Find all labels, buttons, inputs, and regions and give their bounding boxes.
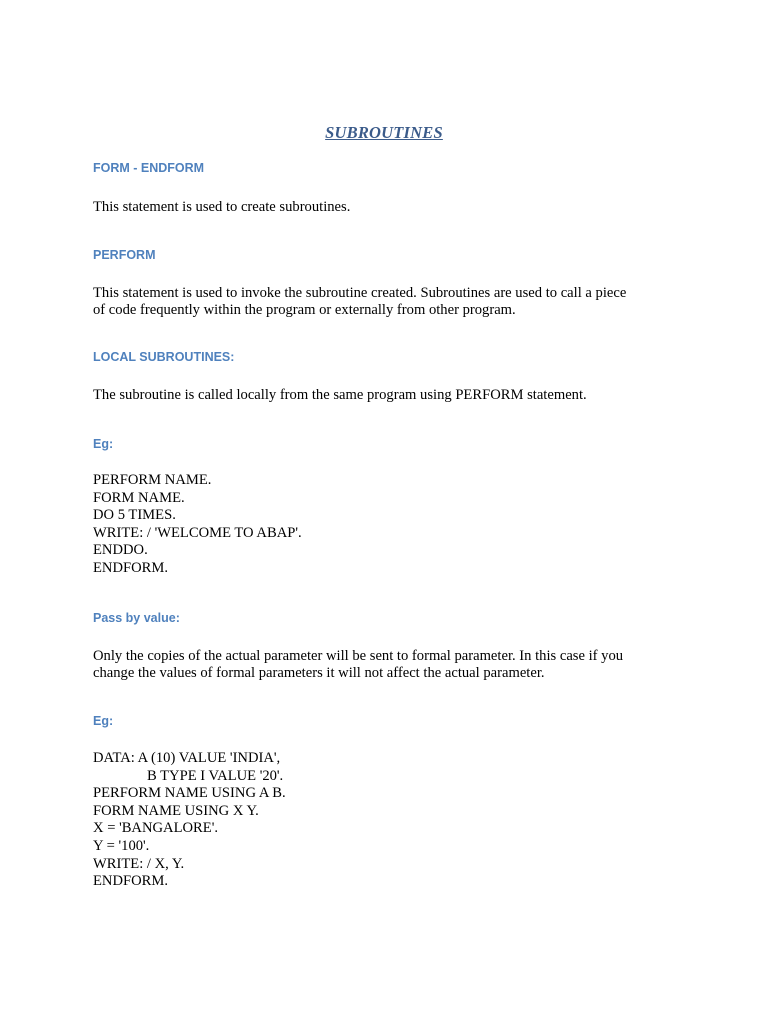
code-line: ENDFORM.	[93, 873, 169, 890]
code-line: Y = '100'.	[93, 837, 150, 854]
heading-example-2: Eg:	[93, 714, 114, 728]
pass-by-value-description-line-1: Only the copies of the actual parameter will be sent to formal parameter. In this case if you	[93, 648, 624, 664]
code-line: FORM NAME USING X Y.	[93, 802, 259, 819]
pass-by-value-description-line-2: change the values of formal parameters it will not affect the actual parameter.	[93, 665, 545, 681]
code-line: ENDFORM.	[93, 559, 169, 576]
code-line: PERFORM NAME.	[93, 472, 212, 488]
code-line: PERFORM NAME USING A B.	[93, 785, 286, 802]
code-example-1	[93, 472, 302, 578]
code-line: WRITE: / 'WELCOME TO ABAP'.	[93, 524, 302, 541]
code-line: DO 5 TIMES.	[93, 507, 176, 524]
code-line: DATA: A (10) VALUE 'INDIA',	[93, 750, 281, 766]
heading-form-endform: FORM - ENDFORM	[93, 161, 205, 175]
perform-description-line-2: of code frequently within the program or externally from other program.	[93, 302, 516, 318]
perform-description-line-1: This statement is used to invoke the subroutine created. Subroutines are used to call a piece	[93, 285, 627, 301]
heading-local-subroutines: LOCAL SUBROUTINES:	[93, 350, 235, 364]
heading-example-1: Eg:	[93, 437, 114, 451]
page-title: SUBROUTINES	[325, 123, 443, 142]
code-line: FORM NAME.	[93, 489, 185, 506]
code-line: ENDDO.	[93, 542, 148, 559]
code-line: X = 'BANGALORE'.	[93, 820, 218, 837]
form-endform-description: This statement is used to create subroutines.	[93, 199, 351, 215]
heading-pass-by-value: Pass by value:	[93, 611, 180, 625]
code-line: WRITE: / X, Y.	[93, 855, 185, 872]
local-subroutines-description: The subroutine is called locally from the same program using PERFORM statement.	[93, 387, 587, 403]
code-example-2	[93, 750, 286, 891]
heading-perform: PERFORM	[93, 248, 156, 262]
code-line: B TYPE I VALUE '20'.	[147, 767, 284, 784]
